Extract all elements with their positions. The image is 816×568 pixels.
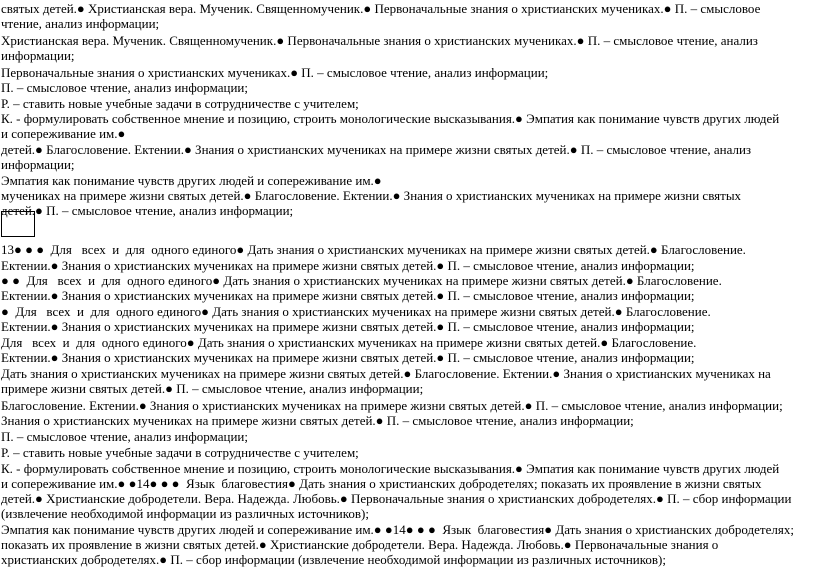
- text-line: святых детей.● Христианская вера. Мученик. Священномученик.● Первоначальные знания о христианских мучениках.● П. – смысловое: [1, 1, 761, 16]
- text-line: Эмпатия как понимание чувств других людей и сопереживание им.● ●14● ● ● Язык благовестия● Дать знания о христианских добродетелях;: [1, 522, 794, 537]
- text-line: Для всех и для одного единого● Дать знания о христианских мучениках на примере жизни святых детей.● Благословение.: [1, 335, 697, 350]
- text-line: информации;: [1, 157, 75, 172]
- text-line: примере жизни святых детей.● П. – смысловое чтение, анализ информации;: [1, 381, 424, 396]
- text-line: ● Для всех и для одного единого● Дать знания о христианских мучениках на примере жизни святых детей.● Благословение.: [1, 304, 711, 319]
- text-line: Эмпатия как понимание чувств других людей и сопереживание им.●: [1, 173, 382, 188]
- text-line: П. – смысловое чтение, анализ информации;: [1, 80, 248, 95]
- empty-table-cell: [1, 211, 35, 237]
- text-line: Христианская вера. Мученик. Священномученик.● Первоначальные знания о христианских мучениках.● П. – смысловое чтение, анализ: [1, 33, 758, 48]
- text-line: чтение, анализ информации;: [1, 16, 160, 31]
- text-line: показать их проявление в жизни святых детей.● Христианские добродетели. Вера. Надежда. Любовь.● Первоначальные знания о: [1, 537, 719, 552]
- text-line: Благословение. Ектении.● Знания о христианских мучениках на примере жизни святых детей.● П. – смысловое чтение, анализ информации;: [1, 398, 783, 413]
- text-line: Р. – ставить новые учебные задачи в сотрудничестве с учителем;: [1, 445, 359, 460]
- text-line: Знания о христианских мучениках на примере жизни святых детей.● П. – смысловое чтение, анализ информации;: [1, 413, 634, 428]
- text-line: Дать знания о христианских мучениках на примере жизни святых детей.● Благословение. Ектении.● Знания о христианских мучениках на: [1, 366, 771, 381]
- text-line: мучениках на примере жизни святых детей.● Благословение. Ектении.● Знания о христианских мучениках на примере жизни святых: [1, 188, 742, 203]
- text-line: Ектении.● Знания о христианских мучениках на примере жизни святых детей.● П. – смысловое чтение, анализ информации;: [1, 258, 695, 273]
- text-line: информации;: [1, 48, 75, 63]
- text-line: Р. – ставить новые учебные задачи в сотрудничестве с учителем;: [1, 96, 359, 111]
- text-line: христианских добродетелях.● П. – сбор информации (извлечение необходимой информации из различных источников);: [1, 552, 666, 567]
- text-line: Ектении.● Знания о христианских мучениках на примере жизни святых детей.● П. – смысловое чтение, анализ информации;: [1, 350, 695, 365]
- text-line: К. - формулировать собственное мнение и позицию, строить монологические высказывания.● Эмпатия как понимание чувств других людей: [1, 461, 780, 476]
- text-line: Ектении.● Знания о христианских мучениках на примере жизни святых детей.● П. – смысловое чтение, анализ информации;: [1, 319, 695, 334]
- text-line: Первоначальные знания о христианских мучениках.● П. – смысловое чтение, анализ информации;: [1, 65, 549, 80]
- text-line: детей.● Христианские добродетели. Вера. Надежда. Любовь.● Первоначальные знания о христианских добродетелях.● П. – сбор информации: [1, 491, 792, 506]
- text-line: ● ● Для всех и для одного единого● Дать знания о христианских мучениках на примере жизни святых детей.● Благословение.: [1, 273, 722, 288]
- text-line: детей.● Благословение. Ектении.● Знания о христианских мучениках на примере жизни святых детей.● П. – смысловое чтение, анализ: [1, 142, 752, 157]
- text-line: К. - формулировать собственное мнение и позицию, строить монологические высказывания.● Эмпатия как понимание чувств других людей: [1, 111, 780, 126]
- text-line: и сопереживание им.● ●14● ● ● Язык благовестия● Дать знания о христианских добродетелях; показать их проявление в жизни святых: [1, 476, 762, 491]
- text-line: П. – смысловое чтение, анализ информации;: [1, 429, 248, 444]
- text-line: детей.● П. – смысловое чтение, анализ информации;: [1, 203, 294, 218]
- text-line: Ектении.● Знания о христианских мучениках на примере жизни святых детей.● П. – смысловое чтение, анализ информации;: [1, 288, 695, 303]
- text-line: и сопереживание им.●: [1, 126, 126, 141]
- text-line: (извлечение необходимой информации из различных источников);: [1, 506, 369, 521]
- text-line: 13● ● ● Для всех и для одного единого● Дать знания о христианских мучениках на примере жизни святых детей.● Благословение.: [1, 242, 746, 257]
